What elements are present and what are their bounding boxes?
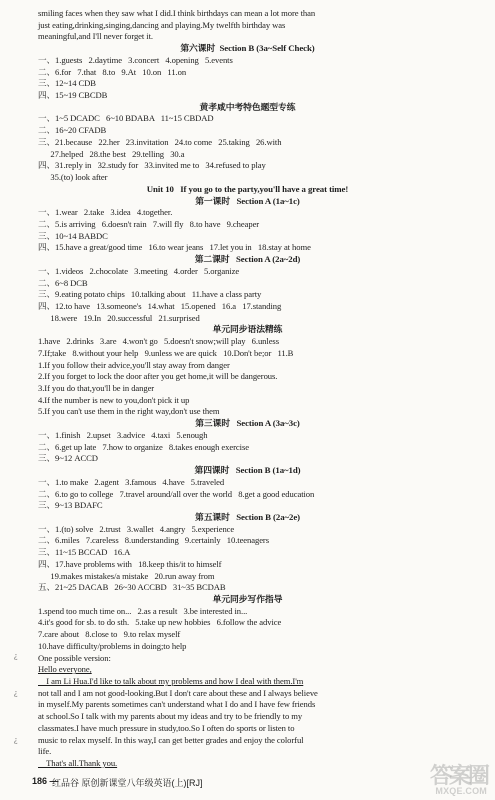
answer-line: 1.If you follow their advice,you'll stay away from danger [38, 359, 230, 370]
watermark-domain: MXQE.COM [435, 786, 487, 796]
answer-line: meaningful,and I'll never forget it. [38, 31, 153, 42]
answer-line: 35.(to) look after [38, 172, 108, 183]
section-heading: 黄孝咸中考特色题型专练 [199, 101, 296, 112]
answer-line: 10.have difficulty/problems in doing;to help [38, 640, 187, 651]
margin-mark: ¿ [14, 688, 18, 697]
answer-line: 2.If you forget to lock the door after you get home,it will be dangerous. [38, 371, 278, 382]
section-heading: 单元同步语法精练 [212, 324, 283, 335]
margin-mark: ¿ [14, 651, 18, 660]
answer-line: classmates.I have much pressure in study,too.So I often do sports or listen to [38, 722, 295, 733]
answer-line: in myself.My parents sometimes can't understand what I do and I have few friends [38, 699, 316, 710]
answer-line: Hello everyone, [38, 664, 92, 675]
answer-line: 一、1.videos 2.chocolate 3.meeting 4.order 5.organize [38, 265, 240, 276]
answer-line: 二、16~20 CFADB [38, 125, 107, 136]
answer-line: smiling faces when they saw what I did.I think birthdays can mean a lot more than [38, 8, 316, 18]
answer-line: 4.it's good for sb. to do sth. 5.take up new hobbies 6.follow the advice [38, 617, 282, 628]
section-heading: 单元同步写作指导 [212, 594, 283, 604]
site-watermark [405, 763, 487, 798]
answer-line: 四、15~19 CBCDB [38, 90, 108, 101]
answer-line: just eating,drinking,singing,dancing and playing.My twelfth birthday was [38, 19, 286, 30]
answer-line: 一、1.wear 2.take 3.idea 4.together. [38, 207, 173, 218]
answer-line: That's all.Thank you. [38, 758, 118, 769]
answer-line: 三、12~14 CDB [38, 78, 96, 89]
answer-line: life. [38, 746, 52, 757]
page-number: 186 — [32, 776, 59, 786]
answer-line: 二、6.for 7.that 8.to 9.At 10.on 11.on [38, 66, 187, 77]
answer-line: 一、1.(to) solve 2.trust 3.wallet 4.angry 5.experience [38, 523, 235, 534]
answer-line: 四、31.reply in 32.study for 33.invited me to 34.refused to play [38, 160, 266, 171]
answer-line: 四、12.to have 13.someone's 14.what 15.opened 16.a 17.standing [38, 301, 282, 311]
answer-line: 三、9~13 BDAFC [38, 500, 103, 511]
section-heading: 第一课时 Section A (1a~1c) [195, 195, 300, 206]
answer-line: 三、21.because 22.her 23.invitation 24.to come 25.taking 26.with [38, 136, 282, 147]
section-heading: 第五课时 Section B (2a~2e) [194, 511, 301, 522]
margin-mark: ¿ [14, 735, 18, 744]
answer-line: 二、5.is arriving 6.doesn't rain 7.will fly 8.to have 9.cheaper [38, 218, 260, 229]
answer-line: 3.If you do that,you'll be in danger [38, 383, 155, 394]
section-heading: 第四课时 Section B (1a~1d) [194, 465, 301, 476]
answer-line: 5.If you can't use them in the right way,don't use them [38, 406, 220, 417]
answer-line: 1.have 2.drinks 3.are 4.won't go 5.doesn't snow;will play 6.unless [38, 336, 279, 347]
answer-line: 三、9.eating potato chips 10.talking about 11.have a class party [38, 289, 262, 300]
answer-line: 二、6.to go to college 7.travel around/all over the world 8.get a good education [38, 488, 315, 499]
answer-line: 7.If;take 8.without your help 9.unless we are quick 10.Don't be;or 11.B [38, 347, 294, 358]
answer-line: One possible version: [38, 652, 111, 663]
answer-line: I am Li Hua.I'd like to talk about my problems and how I deal with them.I'm [38, 676, 304, 687]
section-heading: 第三课时 Section A (3a~3c) [195, 418, 300, 429]
answer-line: 二、6.get up late 7.how to organize 8.takes enough exercise [38, 441, 249, 452]
book-title: 红品谷 原创新课堂八年级英语(上)[RJ] [52, 778, 203, 788]
answer-line: 一、1.to make 2.agent 3.famous 4.have 5.traveled [38, 476, 225, 487]
answer-line: 二、6.miles 7.careless 8.understanding 9.certainly 10.teenagers [38, 535, 269, 546]
answer-line: 五、21~25 DACAB 26~30 ACCBD 31~35 BCDAB [38, 582, 226, 593]
section-heading: Unit 10 If you go to the party,you'll have a great time! [146, 183, 349, 194]
section-heading: 第六课时 Section B (3a~Self Check) [180, 43, 315, 54]
answer-line: 27.helped 28.the best 29.telling 30.a [38, 148, 185, 159]
answer-line: 二、6~8 DCB [38, 277, 88, 288]
answer-line: 1.spend too much time on... 2.as a result 3.be interested in... [38, 605, 248, 616]
answer-line: 一、1.finish 2.upset 3.advice 4.taxi 5.enough [38, 429, 208, 440]
answer-line: 四、17.have problems with 18.keep this/it to himself [38, 558, 222, 569]
answer-line: 4.If the number is new to you,don't pick it up [38, 394, 190, 405]
answer-line: 7.care about 8.close to 9.to relax myself [38, 629, 181, 640]
answer-line: 三、11~15 BCCAD 16.A [38, 547, 131, 558]
answer-line: 18.were 19.In 20.successful 21.surprised [38, 312, 200, 323]
answer-line: not tall and I am not good-looking.But I don't care about these and I always believe [38, 687, 318, 698]
watermark-logo: 答案圈 [429, 763, 487, 788]
answer-line: 一、1~5 DCADC 6~10 BDABA 11~15 CBDAD [38, 113, 214, 124]
answer-line: 19.makes mistakes/a mistake 20.run away from [38, 570, 215, 581]
answer-line: 一、1.guests 2.daytime 3.concert 4.opening 5.events [38, 54, 233, 65]
answer-line: 三、9~12 ACCD [38, 453, 98, 464]
answer-line: 三、10~14 BABDC [38, 230, 108, 241]
answer-line: 四、15.have a great/good time 16.to wear jeans 17.let you in 18.stay at home [38, 242, 311, 253]
answer-line: music to relax myself. In this way,I can get better grades and enjoy the colorful [38, 734, 304, 745]
answer-line: at school.So I talk with my parents about my ideas and try to be friendly to my [38, 711, 303, 722]
section-heading: 第二课时 Section A (2a~2d) [194, 254, 301, 265]
